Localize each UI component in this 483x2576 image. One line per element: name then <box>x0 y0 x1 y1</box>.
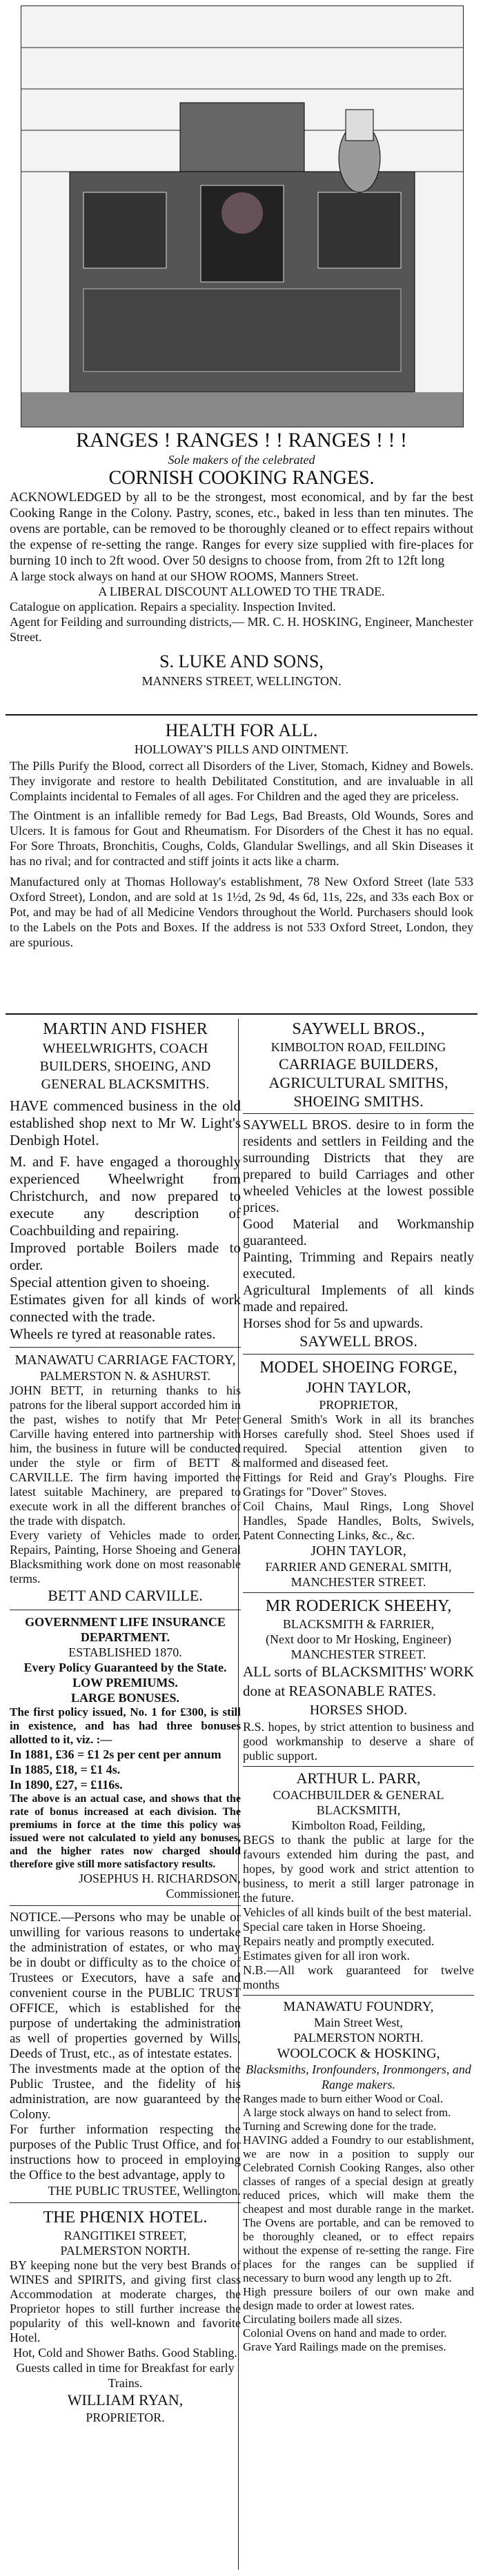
parr-p3: Special care taken in Horse Shoeing. <box>243 1920 426 1934</box>
forge-p3: Coil Chains, Maul Rings, Long Shovel Handles, Spade Handles, Bolts, Swivels, Patent Connecting Links, &c., &c. <box>243 1499 474 1542</box>
mcf-title: MANAWATU CARRIAGE FACTORY, <box>14 1352 236 1368</box>
saywell-p3: Painting, Trimming and Repairs neatly executed. <box>243 1250 474 1281</box>
mf-sub: WHEELWRIGHTS, COACH BUILDERS, SHOEING, AND GENERAL BLACKSMITHS. <box>39 1041 211 1092</box>
ranges-headline: RANGES ! RANGES ! ! RANGES ! ! ! <box>76 429 407 452</box>
parr-sub: COACHBUILDER & GENERAL BLACKSMITH, <box>273 1788 444 1817</box>
phoenix-sign: WILLIAM RYAN, <box>67 2391 184 2408</box>
sheehy-horses: HORSES SHOD. <box>309 1703 408 1718</box>
phoenix-p2: Hot, Cold and Shower Baths. Good Stabling. <box>13 2346 237 2360</box>
gov-title: GOVERNMENT LIFE INSURANCE DEPARTMENT. <box>25 1615 226 1644</box>
woolcock-p4: HAVING added a Foundry to our establishment, we are now in a position to supply our Celebrated Cornish Cooking Ranges, also other classes of ranges of a special design at greatly reduced prices, which will make them the cheapest and most durable range in the market. The Ovens are portable, and can be removed to be thoroughly cleaned, or to effect repairs without the expense of re-setting the range. Fire places for the ranges can be supplied if necessary to burn wood any length up to 2ft. <box>243 2133 474 2284</box>
woolcock-p2: A large stock always on hand to select from. <box>243 2106 451 2119</box>
ranges-discount: A LIBERAL DISCOUNT ALLOWED TO THE TRADE. <box>98 585 385 598</box>
holloway-title: HEALTH FOR ALL. <box>165 720 318 740</box>
notice-p3: For further information respecting the purposes of the Public Trust Office, and for instructions how to proceed in employing the Office to the best advantage, apply to <box>10 2122 241 2182</box>
mcf-sign: BETT AND CARVILLE. <box>48 1587 203 1604</box>
parr-address: Kimbolton Road, Feilding, <box>291 1818 426 1832</box>
foundry-title: MANAWATU FOUNDRY, <box>283 1999 434 2014</box>
saywell-heading: CARRIAGE BUILDERS, AGRICULTURAL SMITHS, SHOEING SMITHS. <box>268 1055 448 1110</box>
ranges-title: CORNISH COOKING RANGES. <box>108 467 375 489</box>
forge-name: JOHN TAYLOR, <box>306 1379 411 1396</box>
woolcock-p7: Colonial Ovens on hand and made to order. <box>243 2326 447 2340</box>
mf-p4: Special attention given to shoeing. <box>10 1274 210 1290</box>
woolcock-p3: Turning and Screwing done for the trade. <box>243 2120 437 2133</box>
gov-established: ESTABLISHED 1870. <box>68 1645 182 1659</box>
divider <box>6 714 477 716</box>
holloway-p2: The Ointment is an infallible remedy for Bad Legs, Bad Breasts, Old Wounds, Sores and Ulcers. It is famous for Gout and Rheumatism. For Disorders of the Chest it has no equal. For Sore Throats, Bronchitis, Coughs, Colds, Glandular Swellings, and all Skin Diseases it has no rival; and for contracted and stiff joints it acts like a charm. <box>10 809 473 868</box>
mf-p2: M. and F. have engaged a thoroughly experienced Wheelwright from Christchurch, and now prepared to execute any description of Coachbuilding and repairing. <box>10 1153 241 1239</box>
gov-sign: JOSEPHUS H. RICHARDSON, Commissioner. <box>78 1872 241 1900</box>
woolcock-p6: Circulating boilers made all sizes. <box>243 2313 402 2326</box>
luke-address: MANNERS STREET, WELLINGTON. <box>141 674 342 688</box>
forge-title: MODEL SHOEING FORGE, <box>259 1359 457 1377</box>
divider <box>6 1013 477 1015</box>
left-column <box>10 1019 241 2425</box>
holloway-sub: HOLLOWAY'S PILLS AND OINTMENT. <box>134 742 349 756</box>
ranges-line2: A large stock always on hand at our SHOW ROOMS, Manners Street. <box>10 569 359 583</box>
mcf-address: PALMERSTON N. & ASHURST. <box>39 1369 211 1383</box>
parr-p5: Estimates given for all iron work. <box>243 1949 410 1963</box>
ranges-body: ACKNOWLEDGED by all to be the strongest, most economical, and by far the best Cooking Range in the Colony. Pastry, scones, etc., baked in less than ten minutes. The ovens are portable, can be removed to be thoroughly cleaned or to effect repairs without the expense of re-setting the range. Ranges for every size supplied with fire-places for burning 10 inch to 2ft wood. Over 50 designs to choose from, from 2ft to 12ft long <box>10 490 473 568</box>
woolcock-sub: Blacksmiths, Ironfounders, Ironmongers, and Range makers. <box>246 2062 471 2091</box>
saywell-p1: SAYWELL BROS. desire to in form the residents and settlers in Feilding and the surrounding Districts that they are prepared to build Carriages and other wheeled Vehicles at the lowest possible prices. <box>243 1117 474 1215</box>
woolcock-p5: High pressure boilers of our own make and design made to order at lowest rates. <box>243 2285 474 2312</box>
gov-row: In 1890, £27, = £116s. <box>10 1778 123 1792</box>
phoenix-addr1: RANGITIKEI STREET, <box>63 2229 187 2242</box>
phoenix-proprietor: PROPRIETOR. <box>86 2411 165 2424</box>
forge-address: MANCHESTER STREET. <box>290 1575 426 1589</box>
ranges-sub: Sole makers of the celebrated <box>168 453 315 467</box>
notice-p1: NOTICE.—Persons who may be unable or unwilling for various reasons to undertake the administration of estates, or who may be in doubt or difficulty as to the choice of Trustees or Executors, have a safe and convenient course in the PUBLIC TRUST OFFICE, which is established for the purpose of undertaking the administration as well of properties governed by Wills, Deeds of Trust, etc., as of intestate estates. <box>10 1910 241 2061</box>
gov-row: In 1881, £36 = £1 2s per cent per annum <box>10 1747 221 1761</box>
notice-p2: The investments made at the option of the Public Trustee, and the fidelity of his administration, are now guaranteed by the Colony. <box>10 2062 241 2122</box>
ranges-advert <box>0 429 483 689</box>
phoenix-title: THE PHŒNIX HOTEL. <box>43 2209 208 2227</box>
sheehy-p2: R.S. hopes, by strict attention to business and good workmanship to deserve a share of public support. <box>243 1720 474 1763</box>
range-kitchen-icon <box>21 6 463 427</box>
phoenix-addr2: PALMERSTON NORTH. <box>60 2244 190 2258</box>
parr-p4: Repairs neatly and promptly executed. <box>243 1934 435 1948</box>
parr-p1: BEGS to thank the public at large for the favours extended him during the past, and hopes, by good work and strict attention to business, to merit a still larger patronage in the future. <box>243 1833 474 1905</box>
gov-row: In 1885, £18, = £1 4s. <box>10 1763 121 1776</box>
woolcock-title: WOOLCOCK & HOSKING, <box>277 2046 440 2061</box>
right-column <box>243 1019 474 2354</box>
holloway-advert <box>0 720 483 953</box>
sheehy-sub: BLACKSMITH & FARRIER, <box>282 1617 435 1631</box>
mf-p1: HAVE commenced business in the old established shop next to Mr W. Light's Denbigh Hotel. <box>10 1097 241 1148</box>
ranges-catalogue: Catalogue on application. Repairs a speciality. Inspection Invited. <box>10 600 336 613</box>
sheehy-title: MR RODERICK SHEEHY, <box>265 1597 452 1615</box>
gov-guarantee: Every Policy Guaranteed by the State. <box>23 1661 227 1674</box>
mcf-p2: Every variety of Vehicles made to order. Repairs, Painting, Horse Shoeing and General Blacksmithing work done on most reasonable terms. <box>10 1528 241 1585</box>
saywell-p4: Agricultural Implements of all kinds made and repaired. <box>243 1283 474 1315</box>
gov-p1: The first policy issued, No. 1 for £300, is still in existence, and has had three bonuses allotted to it, viz. :— <box>10 1705 241 1746</box>
saywell-sign: SAYWELL BROS. <box>299 1332 417 1350</box>
saywell-address: KIMBOLTON ROAD, FEILDING <box>270 1040 446 1054</box>
phoenix-p3: Guests called in time for Breakfast for early Trains. <box>16 2361 235 2390</box>
forge-proprietor: PROPRIETOR, <box>319 1398 398 1412</box>
forge-p2: Fittings for Reid and Gray's Ploughs. Fire Gratings for "Dover" Stoves. <box>243 1470 474 1499</box>
sheehy-p1: ALL sorts of BLACKSMITHS' WORK done at REASONABLE RATES. <box>243 1663 474 1699</box>
gov-bonus: LARGE BONUSES. <box>70 1691 180 1705</box>
sheehy-next: (Next door to Mr Hosking, Engineer) <box>266 1632 451 1646</box>
notice-sign: THE PUBLIC TRUSTEE, Wellington. <box>48 2184 241 2198</box>
forge-sign2: FARRIER AND GENERAL SMITH, <box>265 1560 452 1574</box>
foundry-address: Main Street West, <box>314 2016 403 2029</box>
woolcock-p1: Ranges made to burn either Wood or Coal. <box>243 2092 444 2105</box>
mf-p5: Estimates given for all kinds of work connected with the trade. <box>10 1291 241 1325</box>
parr-p2: Vehicles of all kinds built of the best material. <box>243 1905 472 1919</box>
luke-firm: S. LUKE AND SONS, <box>159 651 324 671</box>
phoenix-p1: BY keeping none but the very best Brands of WINES and SPIRITS, and giving first class Accommodation at moderate charges, the Proprietor hopes to still further increase the popularity of this well-known and favorite Hotel. <box>10 2258 241 2344</box>
gov-p2: The above is an actual case, and shows that the rate of bonus increased at each division. The premiums in force at the time this policy was issued were not calculated to yield any bonuses, and the higher rates now charged should therefore give still more satisfactory results. <box>10 1793 241 1870</box>
saywell-title: SAYWELL BROS., <box>292 1020 425 1038</box>
gov-low: LOW PREMIUMS. <box>72 1676 178 1690</box>
ranges-agent: Agent for Feilding and surrounding districts,— MR. C. H. HOSKING, Engineer, Manchester Street. <box>10 615 473 644</box>
holloway-p3: Manufactured only at Thomas Holloway's establishment, 78 New Oxford Street (late 533 Oxford Street), London, and are sold at 1s 1½d, 2s 9d, 4s 6d, 11s, 22s, and 33s each Box or Pot, and may be had of all Medicine Vendors throughout the World. Purchasers should look to the Labels on the Pots and Boxes. If the address is not 533 Oxford Street, London, they are spurious. <box>10 875 473 949</box>
sheehy-address: MANCHESTER STREET. <box>290 1647 426 1661</box>
mf-title: MARTIN AND FISHER <box>43 1020 208 1038</box>
forge-p1: General Smith's Work in all its branches Horses carefully shod. Steel Shoes used if required. Special attention given to malformed and diseased feet. <box>243 1412 474 1470</box>
saywell-p5: Horses shod for 5s and upwards. <box>243 1316 424 1331</box>
parr-p6: N.B.—All work guaranteed for twelve months <box>243 1963 474 1991</box>
woolcock-p8: Grave Yard Railings made on the premises. <box>243 2340 446 2353</box>
mf-p6: Wheels re tyred at reasonable rates. <box>10 1326 216 1342</box>
cooking-range-illustration <box>21 6 464 427</box>
saywell-p2: Good Material and Workmanship guaranteed. <box>243 1217 474 1248</box>
parr-title: ARTHUR L. PARR, <box>296 1769 421 1787</box>
mf-p3: Improved portable Boilers made to order. <box>10 1239 241 1273</box>
foundry-town: PALMERSTON NORTH. <box>293 2031 424 2045</box>
forge-sign: JOHN TAYLOR, <box>310 1543 406 1559</box>
mcf-p1: JOHN BETT, in returning thanks to his patrons for the liberal support accorded him in the past, wishes to notify that Mr Peter Carville having entered into partnership with him, the business in future will be conducted under the style or firm of BETT & CARVILLE. The firm having imported the latest suitable Machinery, are prepared to execute work in all the different branches of the trade with dispatch. <box>10 1383 241 1528</box>
holloway-p1: The Pills Purify the Blood, correct all Disorders of the Liver, Stomach, Kidney and Bowels. They invigorate and restore to health Debilitated Constitution, and are invaluable in all Complaints incidental to Females of all ages. For Children and the aged they are priceless. <box>10 759 473 803</box>
